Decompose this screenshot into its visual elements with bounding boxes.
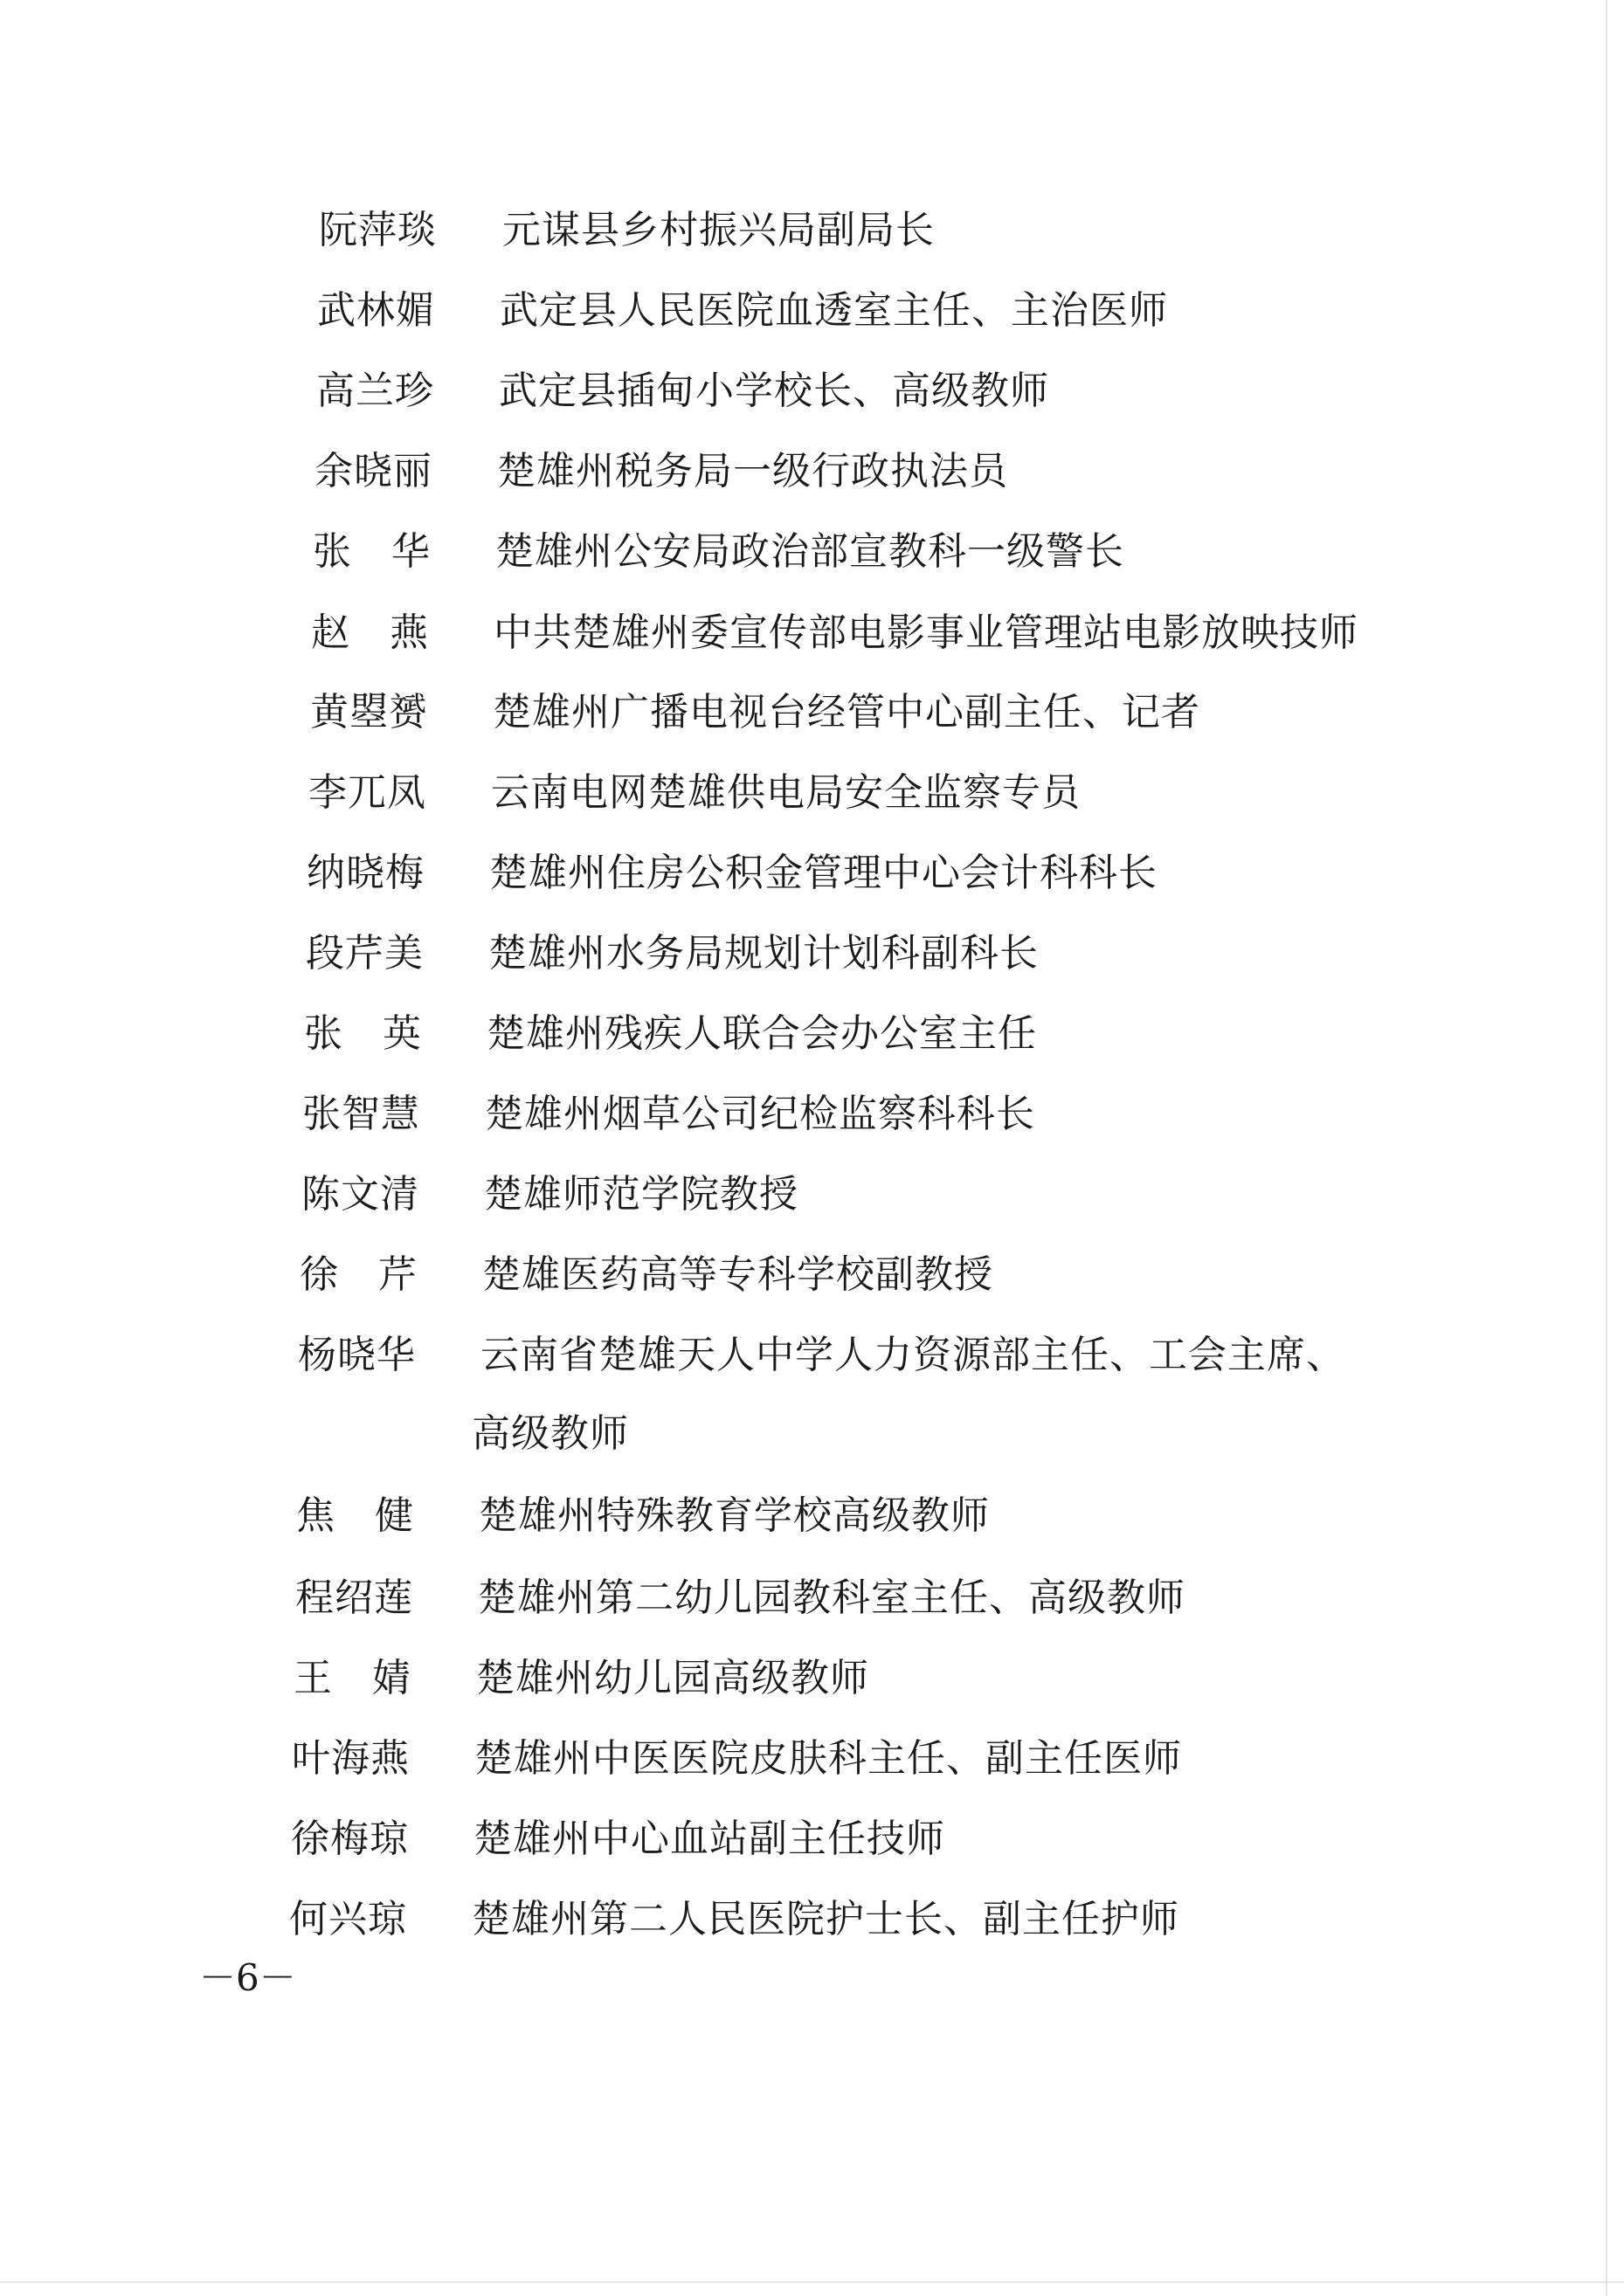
person-title: 元谋县乡村振兴局副局长 bbox=[502, 208, 935, 252]
list-item bbox=[0, 1813, 1624, 1865]
person-title: 楚雄州残疾人联合会办公室主任 bbox=[487, 1011, 1037, 1056]
list-item bbox=[0, 526, 1624, 578]
list-item bbox=[0, 1652, 1624, 1705]
scan-edge-mark bbox=[1606, 0, 1607, 2296]
list-item bbox=[0, 847, 1624, 900]
person-title: 楚雄州中心血站副主任技师 bbox=[473, 1817, 945, 1861]
person-name: 纳晓梅 bbox=[307, 851, 425, 895]
person-name: 叶海燕 bbox=[292, 1736, 410, 1781]
person-title: 楚雄州中医医院皮肤科主任、副主任医师 bbox=[474, 1736, 1182, 1781]
person-title: 楚雄州水务局规划计划科副科长 bbox=[488, 931, 1039, 976]
list-item bbox=[0, 767, 1624, 819]
list-item bbox=[0, 1572, 1624, 1624]
person-title: 楚雄师范学院教授 bbox=[484, 1172, 798, 1217]
person-name: 黄曌赟 bbox=[310, 690, 428, 734]
person-name: 段芹美 bbox=[306, 931, 424, 976]
person-name: 陈文清 bbox=[301, 1172, 419, 1217]
list-item bbox=[0, 1088, 1624, 1141]
person-title: 楚雄州税务局一级行政执法员 bbox=[497, 449, 1008, 493]
list-item bbox=[0, 1893, 1624, 1946]
list-item bbox=[0, 1733, 1624, 1785]
person-title: 楚雄州第二幼儿园教科室主任、高级教师 bbox=[478, 1575, 1185, 1620]
list-item bbox=[0, 1008, 1624, 1060]
list-item bbox=[0, 1490, 1624, 1542]
person-title: 武定县人民医院血透室主任、主治医师 bbox=[500, 288, 1168, 333]
person-name: 张智慧 bbox=[302, 1092, 420, 1136]
person-name: 焦 健 bbox=[296, 1493, 414, 1538]
person-name: 余晓丽 bbox=[314, 449, 432, 493]
person-title: 楚雄州幼儿园高级教师 bbox=[476, 1656, 869, 1700]
person-name: 徐梅琼 bbox=[291, 1817, 409, 1861]
list-item bbox=[0, 285, 1624, 337]
person-name: 李兀凤 bbox=[308, 770, 426, 815]
list-item bbox=[0, 1329, 1624, 1456]
person-name: 武林媚 bbox=[317, 288, 435, 333]
list-item bbox=[0, 607, 1624, 659]
list-item bbox=[0, 1169, 1624, 1221]
person-title: 武定县插甸小学校长、高级教师 bbox=[499, 369, 1049, 413]
scan-edge-mark bbox=[0, 2281, 1624, 2283]
list-item bbox=[0, 365, 1624, 417]
person-title-continued: 高级教师 bbox=[472, 1411, 629, 1456]
person-name: 程绍莲 bbox=[295, 1575, 413, 1620]
person-title: 楚雄州第二人民医院护士长、副主任护师 bbox=[472, 1897, 1179, 1941]
person-name: 何兴琼 bbox=[289, 1897, 407, 1941]
person-name: 杨晓华 bbox=[298, 1333, 416, 1377]
person-name: 张 英 bbox=[304, 1011, 422, 1056]
person-title: 云南省楚雄天人中学人力资源部主任、工会主席、 bbox=[480, 1333, 1345, 1377]
person-title: 楚雄州公安局政治部宣教科一级警长 bbox=[495, 529, 1124, 574]
person-title: 楚雄州特殊教育学校高级教师 bbox=[479, 1493, 990, 1538]
person-title: 楚雄医药高等专科学校副教授 bbox=[482, 1252, 993, 1297]
person-title: 楚雄州烟草公司纪检监察科科长 bbox=[485, 1092, 1035, 1136]
person-title: 云南电网楚雄供电局安全监察专员 bbox=[491, 770, 1081, 815]
person-name: 徐 芹 bbox=[300, 1252, 418, 1297]
person-name: 阮萍琰 bbox=[319, 208, 437, 252]
person-name: 张 华 bbox=[313, 529, 431, 574]
page-number: －6－ bbox=[199, 1956, 296, 1999]
list-item bbox=[0, 927, 1624, 980]
list-item bbox=[0, 1249, 1624, 1301]
person-name: 高兰珍 bbox=[316, 369, 434, 413]
person-title: 楚雄州住房公积金管理中心会计科科长 bbox=[489, 851, 1158, 895]
list-item bbox=[0, 204, 1624, 257]
person-name: 赵 燕 bbox=[311, 610, 429, 655]
list-item bbox=[0, 445, 1624, 498]
person-title: 楚雄州广播电视台经管中心副主任、记者 bbox=[493, 690, 1200, 734]
person-title: 中共楚雄州委宣传部电影事业管理站电影放映技师 bbox=[494, 610, 1358, 655]
list-item bbox=[0, 686, 1624, 739]
person-name: 王 婧 bbox=[294, 1656, 411, 1700]
